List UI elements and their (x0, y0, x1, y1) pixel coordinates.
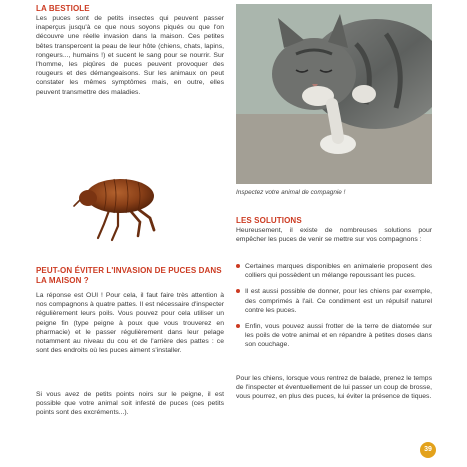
invasion-text-2: Si vous avez de petits points noirs sur le peigne, il est possible que votre animal soit infesté de puces (ces petits points sont des excréments...). (36, 391, 224, 417)
solutions-heading: LES SOLUTIONS (236, 216, 302, 225)
bestiole-section (36, 4, 224, 97)
bullet-dot-icon (236, 324, 240, 328)
invasion-text-1: La réponse est OUI ! Pour cela, il faut faire très attention à nos compagnons à quatre pattes. Il est nécessaire d'inspecter régulièrement leurs poils. Vous pouvez pour cela utiliser un peigne fin (type peigne à poux que vous trouverez en pharmacie) et le passer régulièrement dans leur pelage notamment au niveau du cou et de l'arrière des pattes : ce sont des endroits où les puces aiment s'installer. (36, 292, 224, 355)
list-item: Certaines marques disponibles en animalerie proposent des colliers qui possèdent un mélange repoussant les puces. (236, 262, 432, 280)
list-item: Enfin, vous pouvez aussi frotter de la terre de diatomée sur les poils de votre animal et en répandre à petites doses dans son couchage. (236, 322, 432, 350)
bullet-dot-icon (236, 289, 240, 293)
bestiole-text: Les puces sont de petits insectes qui peuvent passer inaperçus jusqu'à ce que nous soyons piqués ou que l'on découvre une réelle invasion dans la maison. Ces petites bêtes transpercent la peau de leur hôte (chiens, chats, lapins, rongeurs..., humains !) et sucent le sang pour se nourrir. Sur l'homme, les piqûres de puces peuvent provoquer des rougeurs et des démangeaisons. Sur les animaux on peut constater les mêmes symptômes mais, en outre, elles peuvent transmettre des maladies. (36, 15, 224, 96)
cat-photo (236, 4, 432, 184)
solutions-list (236, 262, 432, 357)
invasion-heading: PEUT-ON ÉVITER L'INVASION DE PUCES DANS LA MAISON ? (36, 266, 222, 285)
photo-caption: Inspectez votre animal de compagnie ! (236, 189, 346, 196)
page-number: 39 (420, 442, 436, 458)
bullet-dot-icon (236, 264, 240, 268)
solutions-intro: Heureusement, il existe de nombreuses solutions pour empêcher les puces de venir se mettre sur vos compagnons : (236, 227, 432, 244)
flea-illustration (68, 166, 168, 246)
bestiole-heading: LA BESTIOLE (36, 4, 90, 13)
solutions-closing: Pour les chiens, lorsque vous rentrez de balade, prenez le temps de l'inspecter et éventuellement de lui passer un coup de brosse, vous pourrez, en plus des puces, lui éviter la présence de tiques. (236, 375, 432, 401)
list-item: Il est aussi possible de donner, pour les chiens par exemple, des comprimés à l'ail. Ce condiment est un répulsif naturel contre les puces. (236, 287, 432, 315)
